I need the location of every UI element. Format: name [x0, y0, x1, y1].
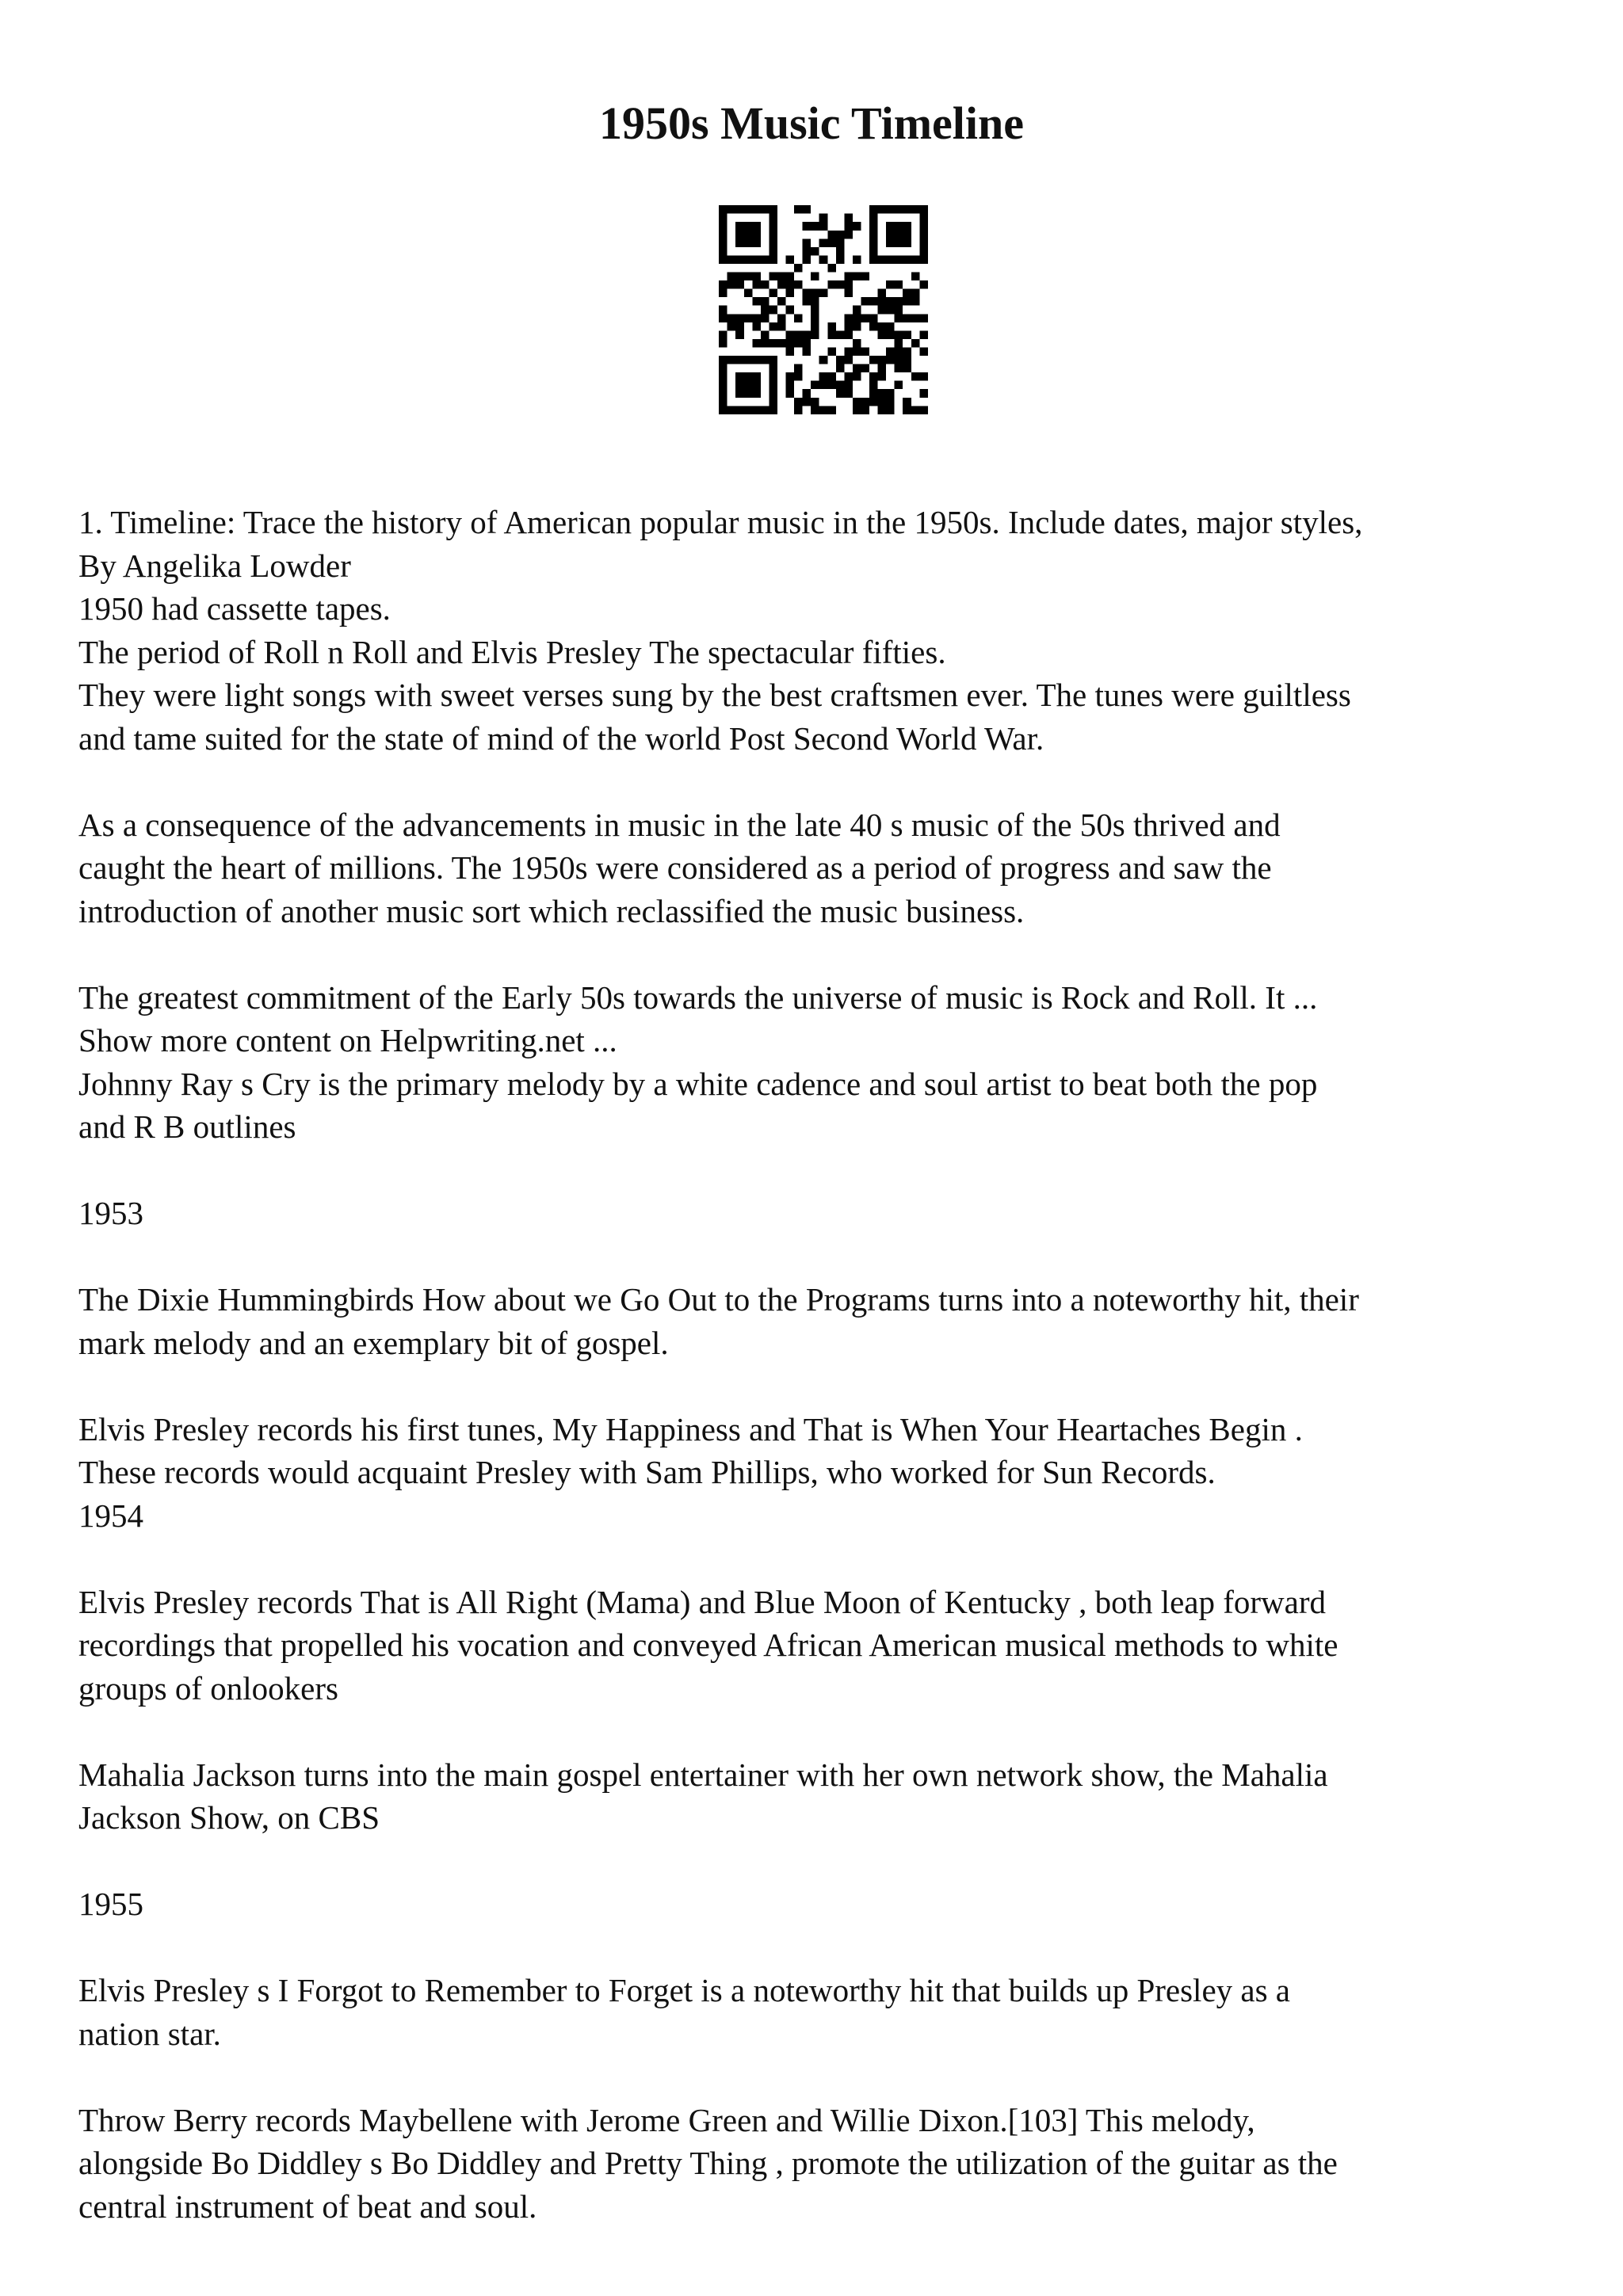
text-line: The Dixie Hummingbirds How about we Go Out to the Programs turns into a noteworthy hit, their — [78, 1281, 1359, 1318]
text-line: 1955 — [78, 1886, 143, 1922]
text-line: Mahalia Jackson turns into the main gospel entertainer with her own network show, the Mahalia — [78, 1756, 1328, 1793]
text-line: Show more content on Helpwriting.net ... — [78, 1022, 617, 1058]
text-line: These records would acquaint Presley with Sam Phillips, who worked for Sun Records. — [78, 1454, 1216, 1490]
paragraph-gap — [78, 1710, 1568, 1753]
text-line: nation star. — [78, 2015, 221, 2052]
document-body — [78, 501, 1568, 2228]
text-line: recordings that propelled his vocation and conveyed African American musical methods to white — [78, 1627, 1338, 1663]
paragraph-gap — [78, 1537, 1568, 1581]
text-line: alongside Bo Diddley s Bo Diddley and Pretty Thing , promote the utilization of the guitar as the — [78, 2145, 1338, 2181]
text-line: Elvis Presley records his first tunes, My Happiness and That is When Your Heartaches Begin . — [78, 1410, 1303, 1447]
paragraph-gap — [78, 2055, 1568, 2099]
paragraph-gap — [78, 1364, 1568, 1408]
text-line: The greatest commitment of the Early 50s towards the universe of music is Rock and Roll. It ... — [78, 978, 1318, 1016]
text-line: Jackson Show, on CBS — [78, 1799, 380, 1836]
text-line: They were light songs with sweet verses sung by the best craftsmen ever. The tunes were guiltless — [78, 677, 1351, 713]
text-line: caught the heart of millions. The 1950s were considered as a period of progress and saw the — [78, 849, 1272, 886]
text-line: The period of Roll n Roll and Elvis Presley The spectacular fifties. — [78, 633, 946, 670]
text-line: Elvis Presley s I Forgot to Remember to Forget is a noteworthy hit that builds up Presley as a — [78, 1972, 1290, 2008]
text-line: Elvis Presley records That is All Right (Mama) and Blue Moon of Kentucky , both leap forward — [78, 1583, 1327, 1620]
text-line: mark melody and an exemplary bit of gospel. — [78, 1324, 669, 1361]
text-line: 1950 had cassette tapes. — [78, 590, 391, 627]
text-line: and tame suited for the state of mind of the world Post Second World War. — [78, 719, 1044, 757]
text-line: As a consequence of the advancements in music in the late 40 s music of the 50s thrived and — [78, 806, 1281, 843]
paragraph-gap — [78, 1840, 1568, 1883]
text-line: 1953 — [78, 1195, 143, 1231]
text-line: central instrument of beat and soul. — [78, 2187, 537, 2225]
text-line: and R B outlines — [78, 1108, 296, 1145]
text-line: 1. Timeline: Trace the history of American popular music in the 1950s. Include dates, major styles, — [78, 504, 1363, 540]
text-line: By Angelika Lowder — [78, 547, 351, 584]
paragraph-gap — [78, 760, 1568, 803]
qr-code-icon — [702, 189, 945, 431]
text-line: 1954 — [78, 1497, 143, 1534]
paragraph-gap — [78, 1926, 1568, 1970]
text-line: introduction of another music sort which reclassified the music business. — [78, 892, 1025, 929]
text-line: Johnny Ray s Cry is the primary melody by a white cadence and soul artist to beat both the pop — [78, 1065, 1318, 1102]
page-title: 1950s Music Timeline — [599, 97, 1024, 149]
text-line: groups of onlookers — [78, 1669, 338, 1707]
paragraph-gap — [78, 1149, 1568, 1192]
text-line: Throw Berry records Maybellene with Jerome Green and Willie Dixon.[103] This melody, — [78, 2101, 1255, 2138]
paragraph-gap — [78, 933, 1568, 976]
paragraph-gap — [78, 1235, 1568, 1279]
